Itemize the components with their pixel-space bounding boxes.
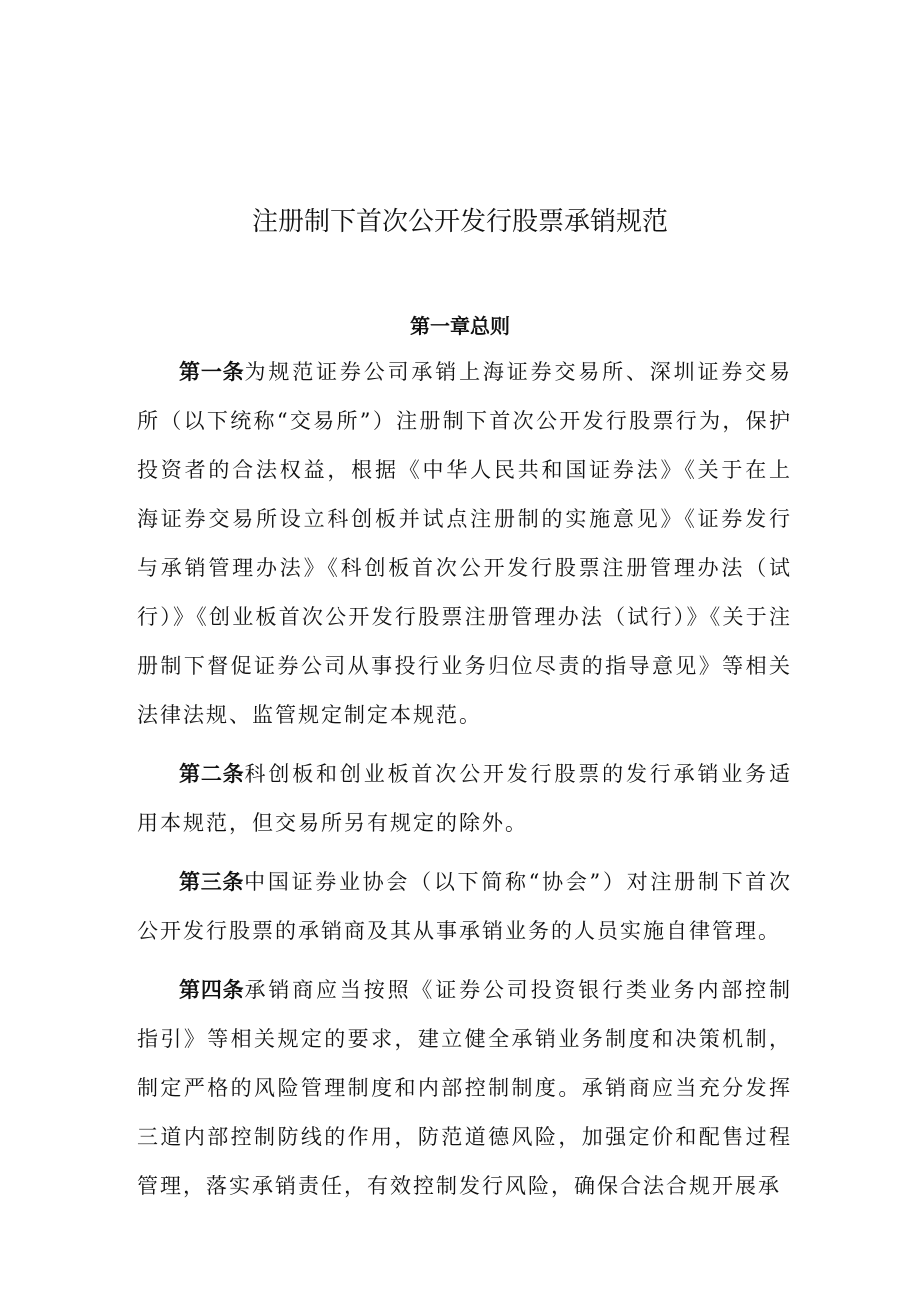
article-1 — [137, 348, 792, 740]
document-body — [137, 348, 792, 1221]
document-title: 注册制下首次公开发行股票承销规范 — [251, 207, 668, 237]
article-3 — [137, 858, 792, 956]
article-number: 第四条 — [179, 978, 245, 1002]
article-text: 承销商应当按照《证券公司投资银行类业务内部控制指引》等相关规定的要求，建立健全承销业务制度和决策机制，制定严格的风险管理制度和内部控制制度。承销商应当充分发挥三道内部控制防线的作用，防范道德风险，加强定价和配售过程管理，落实承销责任，有效控制发行风险，确保合法合规开展承 — [137, 978, 793, 1198]
article-number: 第二条 — [179, 762, 245, 786]
article-number: 第三条 — [179, 870, 245, 894]
article-text: 为规范证券公司承销上海证券交易所、深圳证券交易所（以下统称“交易所”）注册制下首次公开发行股票行为，保护投资者的合法权益，根据《中华人民共和国证券法》《关于在上海证券交易所设立科创板并试点注册制的实施意见》《证券发行与承销管理办法》《科创板首次公开发行股票注册管理办法（试行）》《创业板首次公开发行股票注册管理办法（试行）》《关于注册制下督促证券公司从事投行业务归位尽责的指导意见》等相关法律法规、监管规定制定本规范。 — [137, 360, 793, 727]
article-2 — [137, 750, 792, 848]
article-number: 第一条 — [179, 360, 245, 384]
chapter-title: 第一章总则 — [410, 314, 510, 338]
article-text: 科创板和创业板首次公开发行股票的发行承销业务适用本规范，但交易所另有规定的除外。 — [137, 762, 793, 835]
article-4 — [137, 966, 792, 1211]
article-text: 中国证券业协会（以下简称“协会”）对注册制下首次公开发行股票的承销商及其从事承销业务的人员实施自律管理。 — [137, 870, 792, 943]
